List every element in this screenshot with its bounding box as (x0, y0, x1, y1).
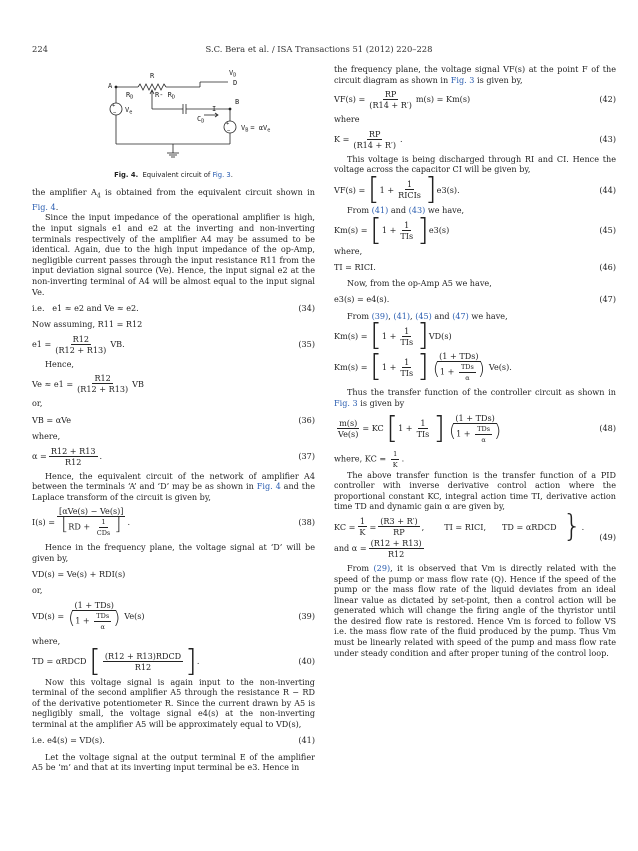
equation-number: (48) (599, 423, 616, 434)
equation-45: Km(s) = [ 1 + $\frac{1}{\text{TIs}}$ ] e3(s) (45) (334, 212, 616, 248)
eq-ref-link[interactable]: (29) (373, 562, 391, 573)
eq-ref-link[interactable]: (43) (408, 204, 426, 215)
right-column (334, 64, 616, 658)
equation-48: $\frac{m(s)}{Ve(s)}$ = KC [ 1 + $\frac{1}{\text{TIs}}$ ] (1 + TDs) (1 + $\frac{\text{TDs}}{\alpha}$ ) (48) (338, 410, 616, 446)
equation-number: (35) (298, 338, 315, 349)
paragraph: Let the voltage signal at the output terminal E of the amplifier A5 be ‘m’ and that at its inverting input terminal be e3. Hence in (32, 751, 315, 773)
equation-number: (41) (298, 735, 315, 746)
equation-44: VF(s) = [ 1 + $\frac{1}{\text{RICIs}}$ ] e3(s). (44) (334, 171, 616, 207)
paragraph: Hence in the frequency plane, the voltage signal at ‘D’ will be given by, (32, 542, 315, 563)
paragraph: The above transfer function is the transfer function of a PID controller with inverse derivative control action where the proportional constant KC, integral action time TI, derivative action time TD and dynamic gain α are given by, (334, 469, 616, 512)
fig-ref-link[interactable]: Fig. 3 (450, 74, 475, 85)
page-number: 224 (32, 44, 48, 54)
paragraph: From (29), it is observed that Vm is directly related with the speed of the pump or mass flow rate (Q). Hence if the speed of the pump or the mass flow rate of the liquid deviates from an ideal linear value as dictated by set-point, then a control action will be generated which will change the firing angle of the thyristor until the desired flow rate is restored. Hence Vm is forced to follow VS i.e. the mass flow rate of the fluid produced by the pump. Thus Vm must be linearly related with speed of the pump and mass flow rate under steady condition and after proper tuning of the control loop. (334, 562, 616, 658)
fig-label-Ve: $V_e$ (125, 106, 133, 116)
equation-number: (42) (599, 94, 616, 105)
paragraph: the frequency plane, the voltage signal VF(s) at the point F of the circuit diagram as shown in Fig. 3 is given by, (334, 64, 616, 85)
paragraph: where, KC = $\frac{1}{K}$ . (334, 449, 405, 469)
paragraph: Now assuming, R11 = R12 (32, 319, 143, 330)
paragraph: where, (32, 430, 61, 441)
eq-ref-link[interactable]: (45) (415, 310, 432, 321)
fig-ref-link[interactable]: Fig. 3 (334, 397, 358, 408)
figure-4 (32, 64, 315, 162)
equation-vd: VD(s) = Ve(s) + RDI(s) (32, 569, 126, 580)
equation-34: i.e. e1 ≈ e2 and Ve ≈ e2. (34) (32, 302, 315, 313)
equation-42: VF(s) = $\frac{RP}{(R14 + R')}$ m(s) = Km(s) (42) (334, 89, 616, 111)
caption-text: Equivalent circuit of (142, 171, 211, 179)
paragraph: Now this voltage signal is again input to the non-inverting terminal of the second amplifier A5 through the resistance R − RD of the derivative potentiometer R. Since the current drawn by A5 is negligibly small, the voltage signal e4(s) at the non-inverting terminal at the amplifier A5 will be approximately equal to VD(s), (32, 676, 315, 730)
running-header: S.C. Bera et al. / ISA Transactions 51 (2012) 220–228 (205, 44, 433, 54)
equation-number: (43) (599, 133, 616, 144)
fig-label-VD: $V_D$ (229, 69, 237, 79)
equation-km-a: Km(s) = [ 1 + $\frac{1}{\text{TIs}}$ ] VD(s) (334, 318, 452, 354)
equation-40: TD = αRDCD [ $\frac{\text{(R12 + R13)RDCD}}{R12}$ ] . (40) (32, 643, 315, 679)
equation-43: K = $\frac{RP}{(R14 + R')}$ . (43) (334, 128, 616, 150)
equation-number: (47) (599, 294, 616, 305)
fig-minus-left: − (113, 110, 117, 116)
paragraph: From (41) and (43) we have, (347, 204, 465, 215)
equation-number: (38) (298, 517, 315, 527)
paragraph: From (39), (41), (45) and (47) we have, (347, 310, 508, 321)
eq-ref-link[interactable]: (41) (393, 310, 411, 321)
equation-number: (36) (298, 414, 315, 425)
circuit-diagram (32, 64, 315, 162)
fig-plus-left: + (112, 103, 116, 109)
paragraph: Thus the transfer function of the controller circuit as shown in Fig. 3 is given by (334, 387, 616, 408)
equation-39: VD(s) = (1 + TDs) (1 + $\frac{\text{TDs}}{\alpha}$ ) Ve(s) (39) (32, 600, 315, 632)
fig-ref-link[interactable]: Fig. 4 (256, 481, 281, 492)
equation-37: α = $\frac{R12 + R13}{R12}$ . (37) (32, 445, 315, 467)
equation-km-b: Km(s) = [ 1 + $\frac{1}{\text{TIs}}$ ] (1 + TDs) (1 + $\frac{\text{TDs}}{\alpha}$ ) Ve(s). (334, 349, 512, 385)
equation-46: TI = RICI. (46) (334, 261, 616, 272)
equation-47: e3(s) = e4(s). (47) (334, 294, 616, 305)
paragraph: Now, from the op-Amp A5 we have, (347, 278, 492, 289)
equation-35: e1 = $\frac{R12}{(R12 + R13)}$ VB. (35) (32, 333, 315, 355)
fig-label-VB: $V_B = \alpha V_e$ (241, 124, 271, 134)
equation-number: (46) (599, 261, 616, 272)
paragraph: Since the input impedance of the operational amplifier is high, the input signals e1 and e2 at the inverting and non-inverting terminals respectively of the amplifier A4 may be assumed to be identical. Again, due to the high input impedance of the op-Amp, negligible current passes through the input resistance R11 from the input deviation signal source (Ve). Hence, the input signal e2 at the non-inverting terminal of A4 will be almost equal to the input signal Ve. (32, 212, 315, 297)
equation-35b: Ve ≈ e1 = $\frac{R12}{(R12 + R13)}$ VB (32, 373, 144, 395)
caption-fig-ref[interactable]: Fig. 3 (212, 171, 231, 179)
caption-end: . (230, 171, 233, 179)
equation-49: KC = $\frac{1}{K}$ = $\frac{(R3 + R')}{RP}$ , TI = RICI, TD = αRDCD } . and α = $\frac{(R12 + R13)}{R12}$ (49) (334, 508, 616, 559)
paragraph: This voltage is being discharged through RI and CI. Hence the voltage across the capacitor CI will be given by, (334, 153, 616, 175)
fig-label-I: I (212, 105, 217, 113)
paragraph: where, (32, 636, 61, 647)
figure-caption (32, 170, 315, 181)
paragraph: or, (32, 585, 43, 596)
equation-number: (49) (599, 532, 616, 543)
paragraph: the amplifier $A_4$ is obtained from the equivalent circuit shown in Fig. 4. (32, 186, 315, 212)
paragraph: or, (32, 398, 43, 409)
fig-label-R: R (150, 72, 155, 80)
equation-38: I(s) = [αVe(s) − Ve(s)] [RD + $\frac{1}{\text{CDs}}$ ] . (38) (32, 506, 315, 538)
fig-label-CD: $C_D$ (197, 115, 205, 125)
paragraph: where (334, 114, 360, 125)
equation-number: (39) (298, 610, 315, 621)
eq-ref-link[interactable]: (47) (452, 310, 469, 321)
paragraph: Hence, the equivalent circuit of the network of amplifier A4 between the terminals ‘A’ and ‘D’ may be as shown in Fig. 4 and the Laplace transform of the circuit is given by, (32, 470, 315, 502)
fig-minus-right: − (227, 128, 231, 134)
equation-number: (40) (298, 656, 315, 667)
eq-ref-link[interactable]: (39) (371, 310, 389, 321)
equation-number: (34) (298, 302, 315, 313)
caption-label: Fig. 4. (114, 171, 139, 179)
fig-label-A: A (108, 82, 113, 90)
left-column (32, 64, 315, 773)
equation-number: (37) (298, 450, 315, 461)
equation-number: (44) (599, 184, 616, 195)
paragraph: Hence, (45, 358, 74, 369)
fig-ref-link[interactable]: Fig. 4 (32, 201, 56, 212)
equation-number: (45) (599, 225, 616, 236)
paragraph: where, (334, 245, 363, 256)
equation-36: VB = αVe (36) (32, 414, 315, 425)
fig-plus-right: + (226, 121, 230, 127)
fig-label-D: D (233, 79, 238, 87)
fig-label-R-minus-RD: R- $R_D$ (155, 91, 175, 101)
eq-ref-link[interactable]: (41) (371, 204, 389, 215)
fig-label-B: B (235, 98, 240, 106)
equation-41: i.e. e4(s) = VD(s). (41) (32, 735, 315, 746)
fig-label-RD: $R_D$ (126, 91, 134, 101)
